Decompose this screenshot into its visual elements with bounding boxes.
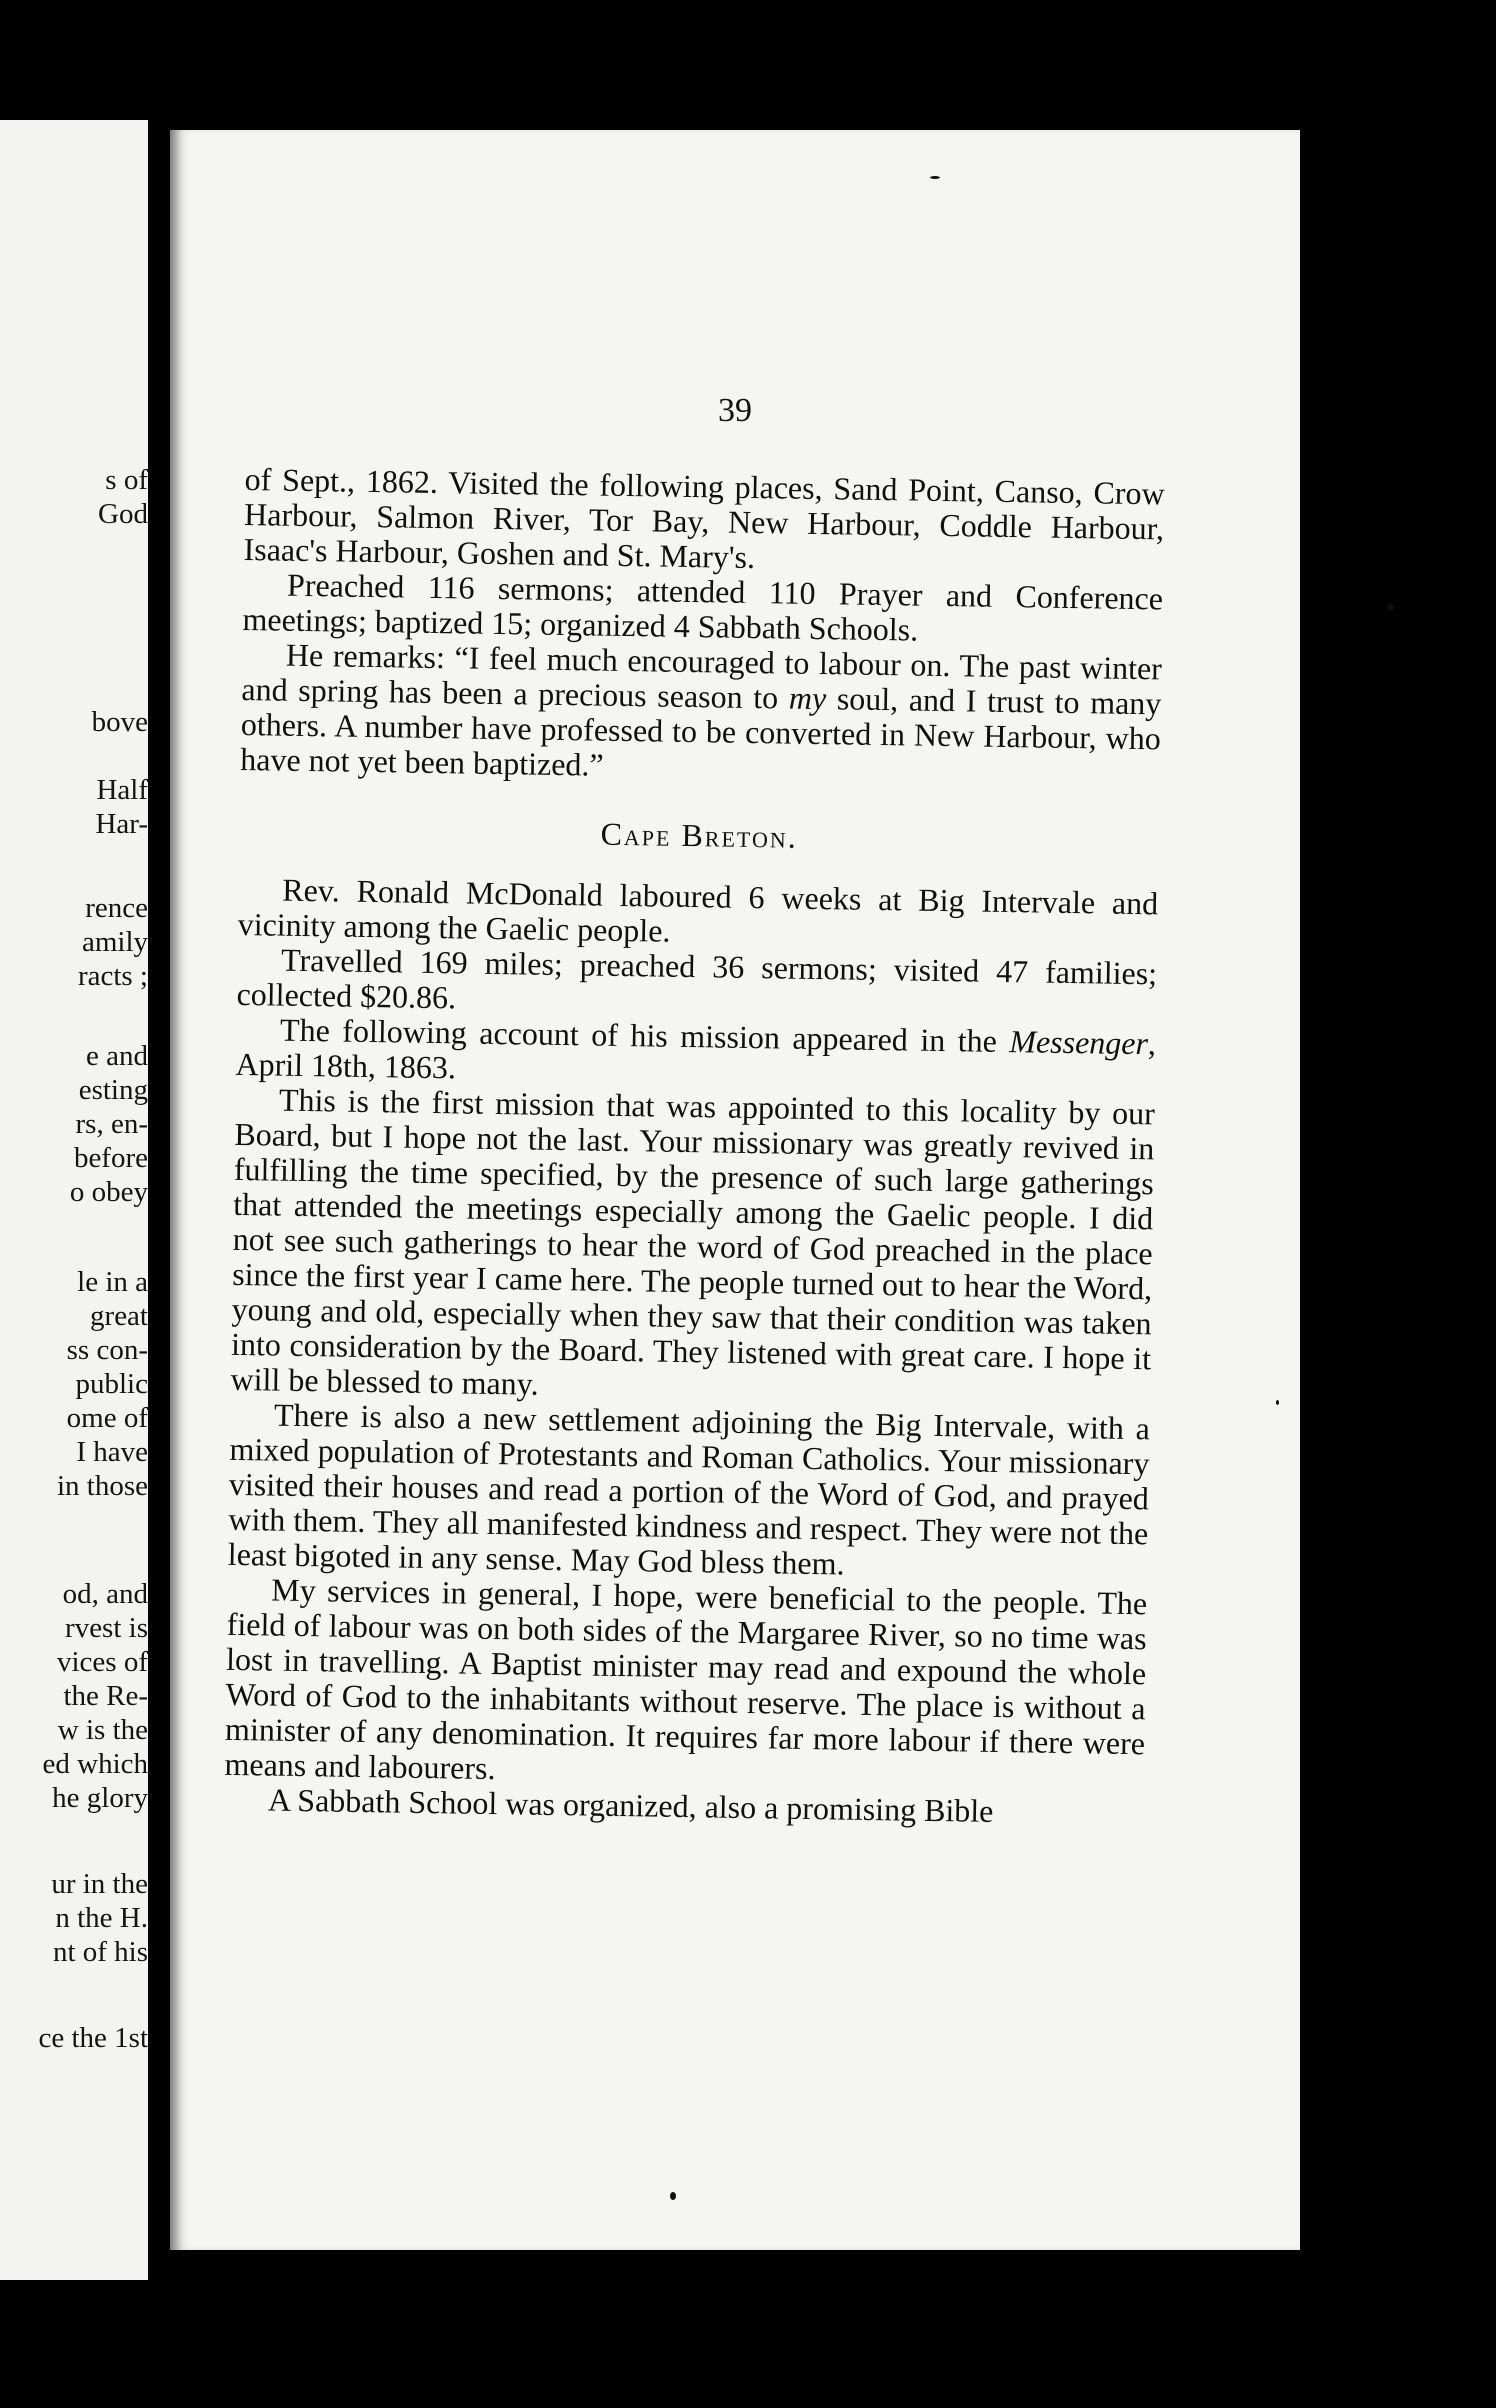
paragraph: This is the first mission that was appointed to this locality by our Board, but I hope not the last. Your missionary was greatly revived in fulfilling the time specified, by the presence of such large gatherings that attended the meetings especially among the Gaelic people. I did not see such gatherings to hear the word of God preached in the place since the first year I came here. The people turned out to hear the Word, young and old, especially when they saw that their condition was taken into consideration by the Board. They listened with great care. I hope it will be blessed to many. <box>230 1081 1156 1402</box>
left-page-text-fragment: amily <box>81 926 148 958</box>
text-run: soul, and I trust to many others. A number have professed to be converted in New Harbour, who have not yet been baptized.” <box>240 680 1162 783</box>
text-run: , April 18th, 1863. <box>235 1025 1157 1086</box>
left-page-text-fragment: w is the <box>57 1714 148 1746</box>
left-page-text-fragment: God <box>98 498 148 530</box>
ink-speck <box>1388 604 1394 610</box>
text-run: He remarks: “I feel much encouraged to labour on. The past winter and spring has been a precious season to <box>241 636 1163 716</box>
left-page-text-fragment: le in a <box>77 1266 148 1298</box>
left-page-text-fragment: od, and <box>62 1578 148 1610</box>
left-page-text-fragment: e and <box>86 1040 148 1072</box>
paragraph: There is also a new settlement adjoining the Big Intervale, with a mixed population of Protestants and Roman Catholics. Your missionary visited their houses and read a portion of the Word of God, and prayed with them. They all manifested kindness and respect. They were not the least bigoted in any sense. May God bless them. <box>227 1396 1151 1582</box>
left-page-text-fragment: the Re- <box>63 1680 148 1712</box>
left-page-text-fragment: Har- <box>95 808 148 840</box>
ink-speck <box>670 2192 676 2200</box>
paragraph-statistics: Preached 116 sermons; attended 110 Prayer and Conference meetings; baptized 15; organized 4 Sabbath Schools. <box>242 566 1164 648</box>
left-page-text-fragment: esting <box>78 1074 148 1106</box>
left-page-text-fragment: n the H. <box>55 1902 148 1934</box>
left-page-text-fragment: ss con- <box>66 1334 148 1366</box>
left-page-text-fragment: ce the 1st <box>38 2022 148 2054</box>
left-page-text-fragment: rs, en- <box>75 1108 148 1140</box>
paragraph-remarks <box>240 637 1162 791</box>
page-number: 39 <box>718 392 752 429</box>
left-page-text-fragment: nt of his <box>52 1936 148 1968</box>
left-page-text-fragment: bove <box>91 706 148 738</box>
emphasis: my <box>788 679 827 717</box>
left-page-text-fragment: o obey <box>69 1176 148 1208</box>
left-page-text-fragment: Half <box>96 774 148 806</box>
left-page-text-fragment: rence <box>85 892 148 924</box>
section-heading: Cape Breton. <box>600 815 799 855</box>
ink-speck <box>1276 1400 1279 1405</box>
ink-speck <box>930 176 940 179</box>
left-page-text-fragment: rvest is <box>65 1612 148 1644</box>
emphasis: Messenger <box>1009 1023 1149 1062</box>
left-page-text-fragment: vices of <box>57 1646 148 1678</box>
paragraph-continued: of Sept., 1862. Visited the following places, Sand Point, Canso, Crow Harbour, Salmon River, Tor Bay, New Harbour, Coddle Harbour, Isaac's Harbour, Goshen and St. Mary's. <box>243 461 1165 576</box>
left-page-text-fragment: great <box>90 1300 148 1332</box>
paragraph: Rev. Ronald McDonald laboured 6 weeks at Big Intervale and vicinity among the Gaelic people. <box>237 871 1159 949</box>
left-page-text-fragment: in those <box>56 1470 148 1502</box>
left-page-text-fragment: ur in the <box>51 1868 148 1900</box>
left-page-text-fragment: s of <box>105 464 148 496</box>
left-page-text-fragment: I have <box>76 1436 148 1468</box>
left-page-text-fragment: ome of <box>66 1402 148 1434</box>
adjacent-page-edge <box>0 120 148 2280</box>
paragraph: My services in general, I hope, were beneficial to the people. The field of labour was on both sides of the Margaree River, so no time was lost in travelling. A Baptist minister may read and expound the whole Word of God to the inhabitants without reserve. The place is without a minister of any denomination. It requires far more labour if there were means and labourers. <box>224 1571 1148 1787</box>
paragraph: Travelled 169 miles; preached 36 sermons; visited 47 families; collected $20.86. <box>236 941 1158 1016</box>
left-page-text-fragment: racts ; <box>77 960 148 992</box>
left-page-text-fragment: before <box>73 1142 148 1174</box>
left-page-text-fragment: ed which <box>42 1748 148 1780</box>
paragraph: A Sabbath School was organized, also a promising Bible <box>267 1781 994 1829</box>
left-page-text-fragment: public <box>75 1368 148 1400</box>
left-page-text-fragment: he glory <box>52 1782 148 1814</box>
text-column <box>224 462 1165 1831</box>
text-run: The following account of his mission appeared in the <box>279 1011 1010 1060</box>
